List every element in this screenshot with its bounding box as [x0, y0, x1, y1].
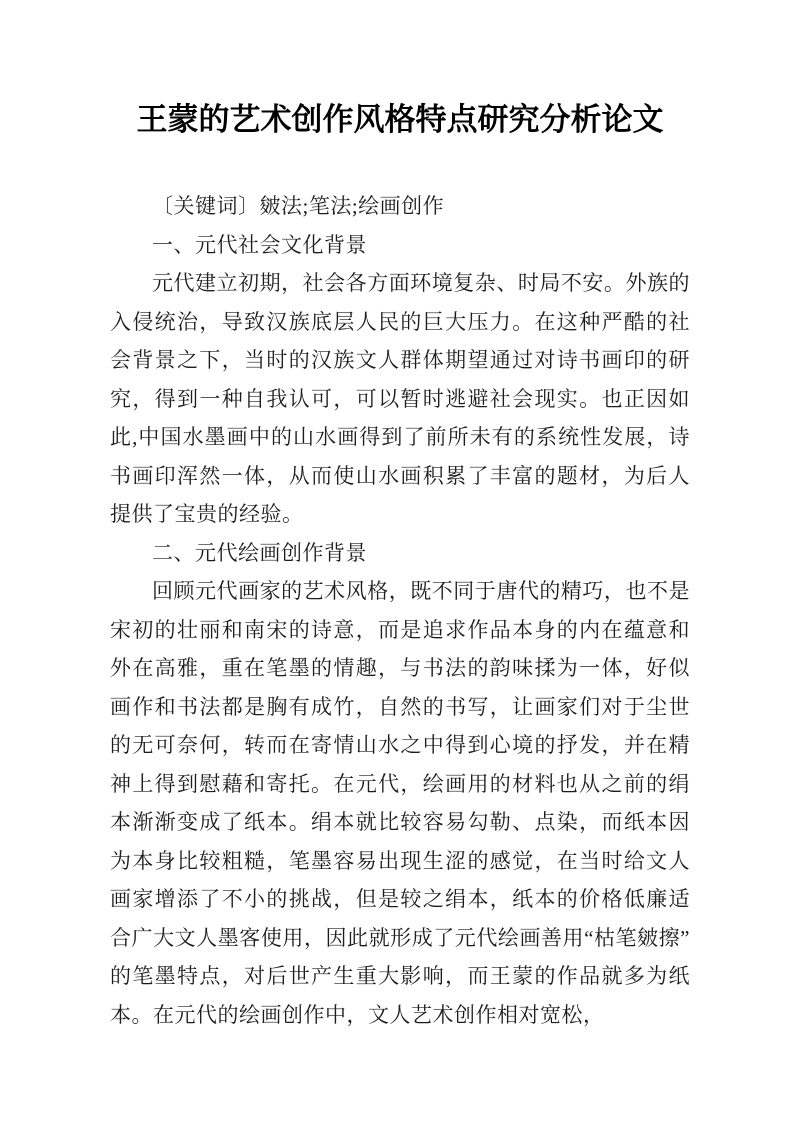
page-title: 王蒙的艺术创作风格特点研究分析论文 [136, 102, 664, 137]
document-body [110, 187, 690, 1034]
section-heading-2: 二、元代绘画创作背景 [152, 540, 367, 565]
section-heading-1: 一、元代社会文化背景 [152, 232, 367, 257]
section-body-1: 元代建立初期，社会各方面环境复杂、时局不安。外族的入侵统治，导致汉族底层人民的巨大压力。在这种严酷的社会背景之下，当时的汉族文人群体期望通过对诗书画印的研究，得到一种自我认可，可以暂时逃避社会现实。也正因如此,中国水墨画中的山水画得到了前所未有的系统性发展，诗书画印浑然一体，从而使山水画积累了丰富的题材，为后人提供了宝贵的经验。 [110, 271, 690, 526]
keywords-line: 〔关键词〕皴法;笔法;绘画创作 [152, 194, 445, 218]
section-body-2: 回顾元代画家的艺术风格，既不同于唐代的精巧，也不是宋初的壮丽和南宋的诗意，而是追求作品本身的内在蕴意和外在高雅，重在笔墨的情趣，与书法的韵味揉为一体，好似画作和书法都是胸有成竹，自然的书写，让画家们对于尘世的无可奈何，转而在寄情山水之中得到心境的抒发，并在精神上得到慰藉和寄托。在元代，绘画用的材料也从之前的绢本渐渐变成了纸本。绢本就比较容易勾勒、点染，而纸本因为本身比较粗糙，笔墨容易出现生涩的感觉，在当时给文人画家增添了不小的挑战，但是较之绢本，纸本的价格低廉适合广大文人墨客使用，因此就形成了元代绘画善用“枯笔皴擦”的笔墨特点，对后世产生重大影响，而王蒙的作品就多为纸本。在元代的绘画创作中，文人艺术创作相对宽松， [110, 579, 690, 1027]
